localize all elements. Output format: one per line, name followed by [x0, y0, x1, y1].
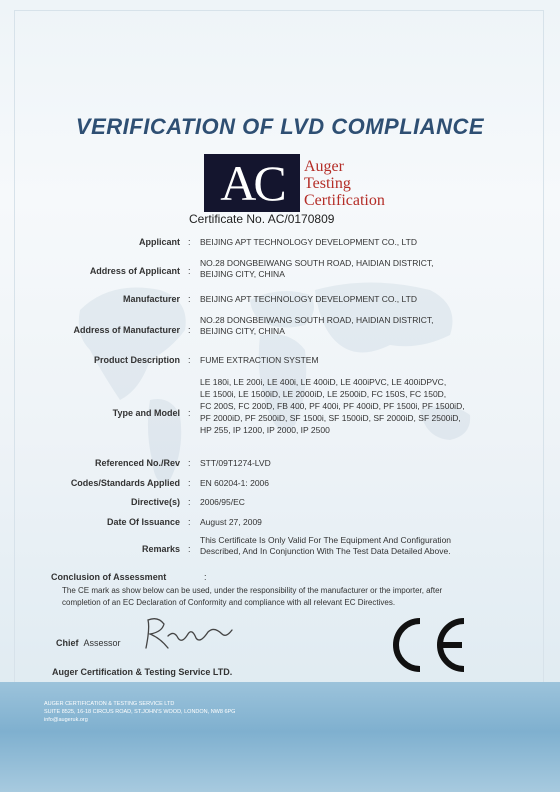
codes-label: Codes/Standards Applied — [70, 478, 180, 488]
reference-value — [200, 458, 520, 469]
address-manufacturer-line: BEIJING CITY, CHINA — [200, 326, 285, 336]
conclusion-colon: : — [204, 572, 207, 582]
product-line: FUME EXTRACTION SYSTEM — [200, 355, 319, 365]
model-line: PF 2000iD, PF 2500iD, SF 1500i, SF 1500iD, SF 2000iD, SF 2500iD, — [200, 413, 461, 423]
manufacturer-colon: : — [188, 294, 191, 304]
footer-company: AUGER CERTIFICATION & TESTING SERVICE LTD — [44, 701, 175, 707]
address-applicant-line: NO.28 DONGBEIWANG SOUTH ROAD, HAIDIAN DISTRICT, — [200, 258, 434, 268]
conclusion-label: Conclusion of Assessment — [51, 572, 167, 582]
logo-wordmark — [304, 154, 385, 212]
model-line: LE 1500i, LE 1500iD, LE 2000iD, LE 2500iD, FC 150S, FC 150D, — [200, 389, 447, 399]
product-label: Product Description — [93, 355, 180, 365]
reference-colon: : — [188, 458, 191, 468]
applicant-value — [200, 237, 520, 248]
manufacturer-value — [200, 294, 520, 305]
issuer-name: Auger Certification & Testing Service LTD. — [52, 667, 233, 677]
date-value — [200, 517, 520, 528]
directive-label: Directive(s) — [130, 497, 180, 507]
conclusion-line: completion of an EC Declaration of Conformity and compliance with all relevant EC Directives. — [62, 598, 396, 607]
date-colon: : — [188, 517, 191, 527]
chief-word: Chief — [56, 638, 79, 648]
applicant-line: BEIJING APT TECHNOLOGY DEVELOPMENT CO., LTD — [200, 237, 417, 247]
footer-address — [44, 700, 235, 724]
model-line: LE 180i, LE 200i, LE 400i, LE 400iD, LE 400iPVC, LE 400iDPVC, — [200, 377, 447, 387]
assessor-signature — [138, 614, 238, 656]
remarks-label: Remarks — [141, 544, 180, 554]
logo-line-auger: Auger — [304, 157, 344, 175]
type-model-colon: : — [188, 408, 191, 418]
company-logo — [204, 154, 385, 212]
manufacturer-line: BEIJING APT TECHNOLOGY DEVELOPMENT CO., LTD — [200, 294, 417, 304]
address-applicant-colon: : — [188, 266, 191, 276]
certificate-number: Certificate No. AC/0170809 — [189, 212, 335, 226]
type-model-label: Type and Model — [112, 408, 180, 418]
reference-line: STT/09T1274-LVD — [200, 458, 271, 468]
logo-line-certification: Certification — [304, 191, 385, 209]
chief-assessor-label — [56, 638, 121, 648]
codes-line: EN 60204-1: 2006 — [200, 478, 269, 488]
applicant-colon: : — [188, 237, 191, 247]
codes-colon: : — [188, 478, 191, 488]
conclusion-line: The CE mark as show below can be used, under the responsibility of the manufacturer or the importer, after — [62, 586, 443, 595]
footer-band — [0, 682, 560, 792]
directive-value — [200, 497, 520, 508]
ce-mark-icon — [384, 615, 472, 675]
address-applicant-label: Address of Applicant — [89, 266, 180, 276]
applicant-label: Applicant — [138, 237, 180, 247]
address-manufacturer-line: NO.28 DONGBEIWANG SOUTH ROAD, HAIDIAN DISTRICT, — [200, 315, 434, 325]
logo-mark: AC — [204, 154, 300, 212]
address-manufacturer-label: Address of Manufacturer — [73, 325, 180, 335]
conclusion-text — [62, 585, 532, 609]
remarks-line: Described, And In Conjunction With The Test Data Detailed Above. — [200, 546, 451, 556]
product-colon: : — [188, 355, 191, 365]
manufacturer-label: Manufacturer — [122, 294, 180, 304]
logo-line-testing: Testing — [304, 174, 351, 192]
footer-street: SUITE 8525, 16-18 CIRCUS ROAD, ST.JOHN'S WOOD, LONDON, NW8 6PG — [44, 709, 236, 715]
codes-value — [200, 478, 520, 489]
remarks-value — [200, 535, 520, 557]
model-line: FC 200S, FC 200D, FB 400, PF 400i, PF 400iD, PF 1500i, PF 1500iD, — [200, 401, 465, 411]
address-applicant-line: BEIJING CITY, CHINA — [200, 269, 285, 279]
reference-label: Referenced No./Rev — [94, 458, 180, 468]
address-manufacturer-colon: : — [188, 325, 191, 335]
remarks-colon: : — [188, 544, 191, 554]
remarks-line: This Certificate Is Only Valid For The Equipment And Configuration — [200, 535, 452, 545]
address-applicant-value — [200, 258, 520, 280]
model-line: HP 255, IP 1200, IP 2000, IP 2500 — [200, 425, 330, 435]
assessor-word: Assessor — [83, 638, 121, 648]
date-line: August 27, 2009 — [200, 517, 262, 527]
type-model-value — [200, 376, 520, 436]
address-manufacturer-value — [200, 315, 520, 337]
page-title: VERIFICATION OF LVD COMPLIANCE — [75, 114, 485, 139]
footer-email: info@augeruk.org — [44, 717, 88, 723]
directive-line: 2006/95/EC — [200, 497, 245, 507]
date-label: Date Of Issuance — [106, 517, 180, 527]
directive-colon: : — [188, 497, 191, 507]
product-value — [200, 355, 520, 366]
